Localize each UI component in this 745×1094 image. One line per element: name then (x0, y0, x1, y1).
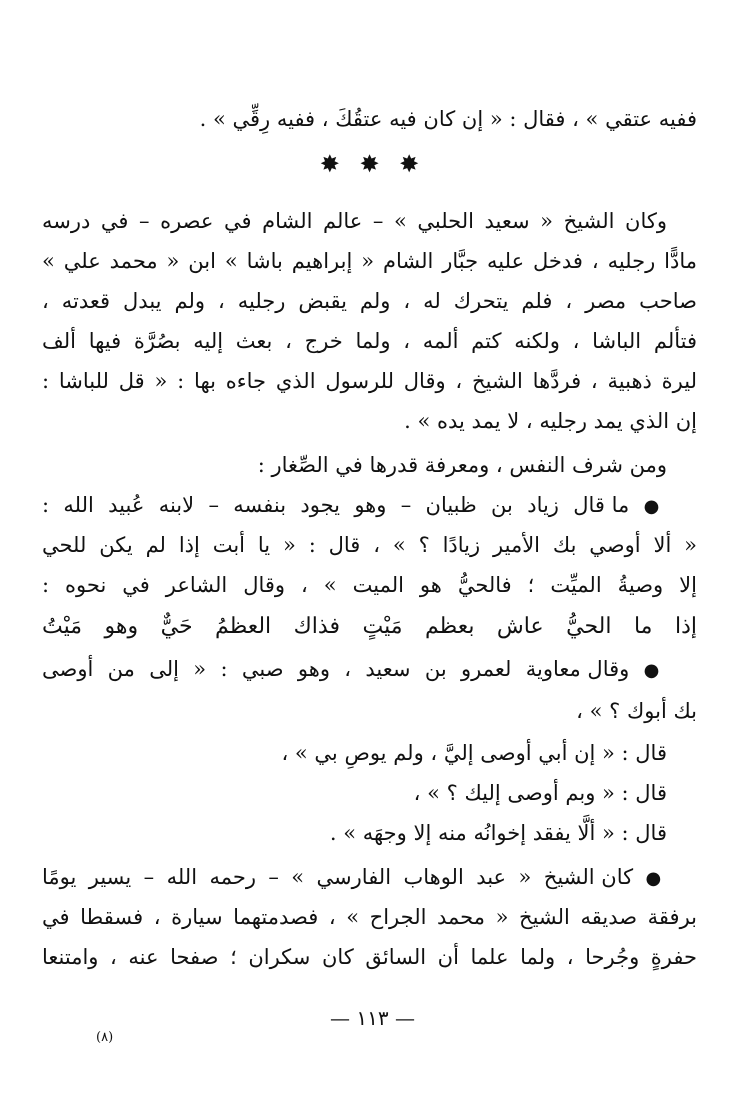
bullet-icon: ● (645, 868, 667, 889)
text-span: ما قال زياد بن ظبيان – وهو يجود بنفسه – لابنه عُبيد الله : (42, 493, 630, 517)
poetry-line: إذا ما الحيُّ عاش بعظم مَيْتٍ فذاك العظمُ حَيٌّ وهو مَيْتُ (42, 614, 697, 639)
text-line: « ألا أوصي بك الأمير زيادًا ؟ » ، قال : « يا أبت إذا لم يكن للحي (42, 533, 697, 557)
bullet-icon: ● (643, 660, 667, 681)
text-line: وكان الشيخ « سعيد الحلبي » – عالم الشام في عصره – في درسه (42, 209, 667, 233)
bullet-line (42, 488, 667, 524)
text-line: إن الذي يمد رجليه ، لا يمد يده » . (404, 409, 697, 433)
text-line: برفقة صديقه الشيخ « محمد الجراح » ، فصدمتهما سيارة ، فسقطا في (42, 905, 697, 929)
text-line: ومن شرف النفس ، ومعرفة قدرها في الصِّغار : (257, 453, 667, 477)
signature-mark: (٨) (96, 1030, 114, 1045)
text-line: بك أبوك ؟ » ، (576, 699, 697, 723)
text-line: حفرةٍ وجُرحا ، ولما علما أن السائق كان سكران ؛ صفحا عنه ، وامتنعا (42, 945, 697, 969)
bullet-line (42, 860, 667, 896)
text-line: مادًّا رجليه ، فدخل عليه جبَّار الشام « إبراهيم باشا » ابن « محمد علي » (42, 249, 697, 273)
text-span: وقال معاوية لعمرو بن سعيد ، وهو صبي : « إلى من أوصى (42, 657, 630, 681)
page-number: — ١١٣ — (330, 1006, 415, 1030)
bullet-icon: ● (643, 496, 667, 517)
bullet-line (42, 652, 667, 688)
text-span: كان الشيخ « عبد الوهاب الفارسي » – رحمه الله – يسير يومًا (42, 865, 634, 889)
section-separator: ✸ ✸ ✸ (319, 150, 426, 178)
text-line: ففيه عتقي » ، فقال : « إن كان فيه عتقُكَ ، ففيه رِقِّي » . (199, 107, 697, 131)
text-line: قال : « ألَّا يفقد إخوانُه منه إلا وجهَه » . (329, 821, 667, 845)
text-line: صاحب مصر ، فلم يتحرك له ، ولم يقبض رجليه ، ولم يبدل قعدته ، (42, 289, 697, 313)
text-line: قال : « إن أبي أوصى إليَّ ، ولم يوصِ بي » ، (281, 741, 667, 765)
text-line: قال : « وبم أوصى إليك ؟ » ، (413, 781, 667, 805)
text-line: إلا وصيةُ الميِّت ؛ فالحيُّ هو الميت » ، وقال الشاعر في نحوه : (42, 573, 697, 597)
text-line: فتألم الباشا ، ولكنه كتم ألمه ، ولما خرج ، بعث إليه بصُرَّة فيها ألف (42, 329, 697, 353)
text-line: ليرة ذهبية ، فردَّها الشيخ ، وقال للرسول الذي جاءه بها : « قل للباشا : (42, 369, 697, 393)
